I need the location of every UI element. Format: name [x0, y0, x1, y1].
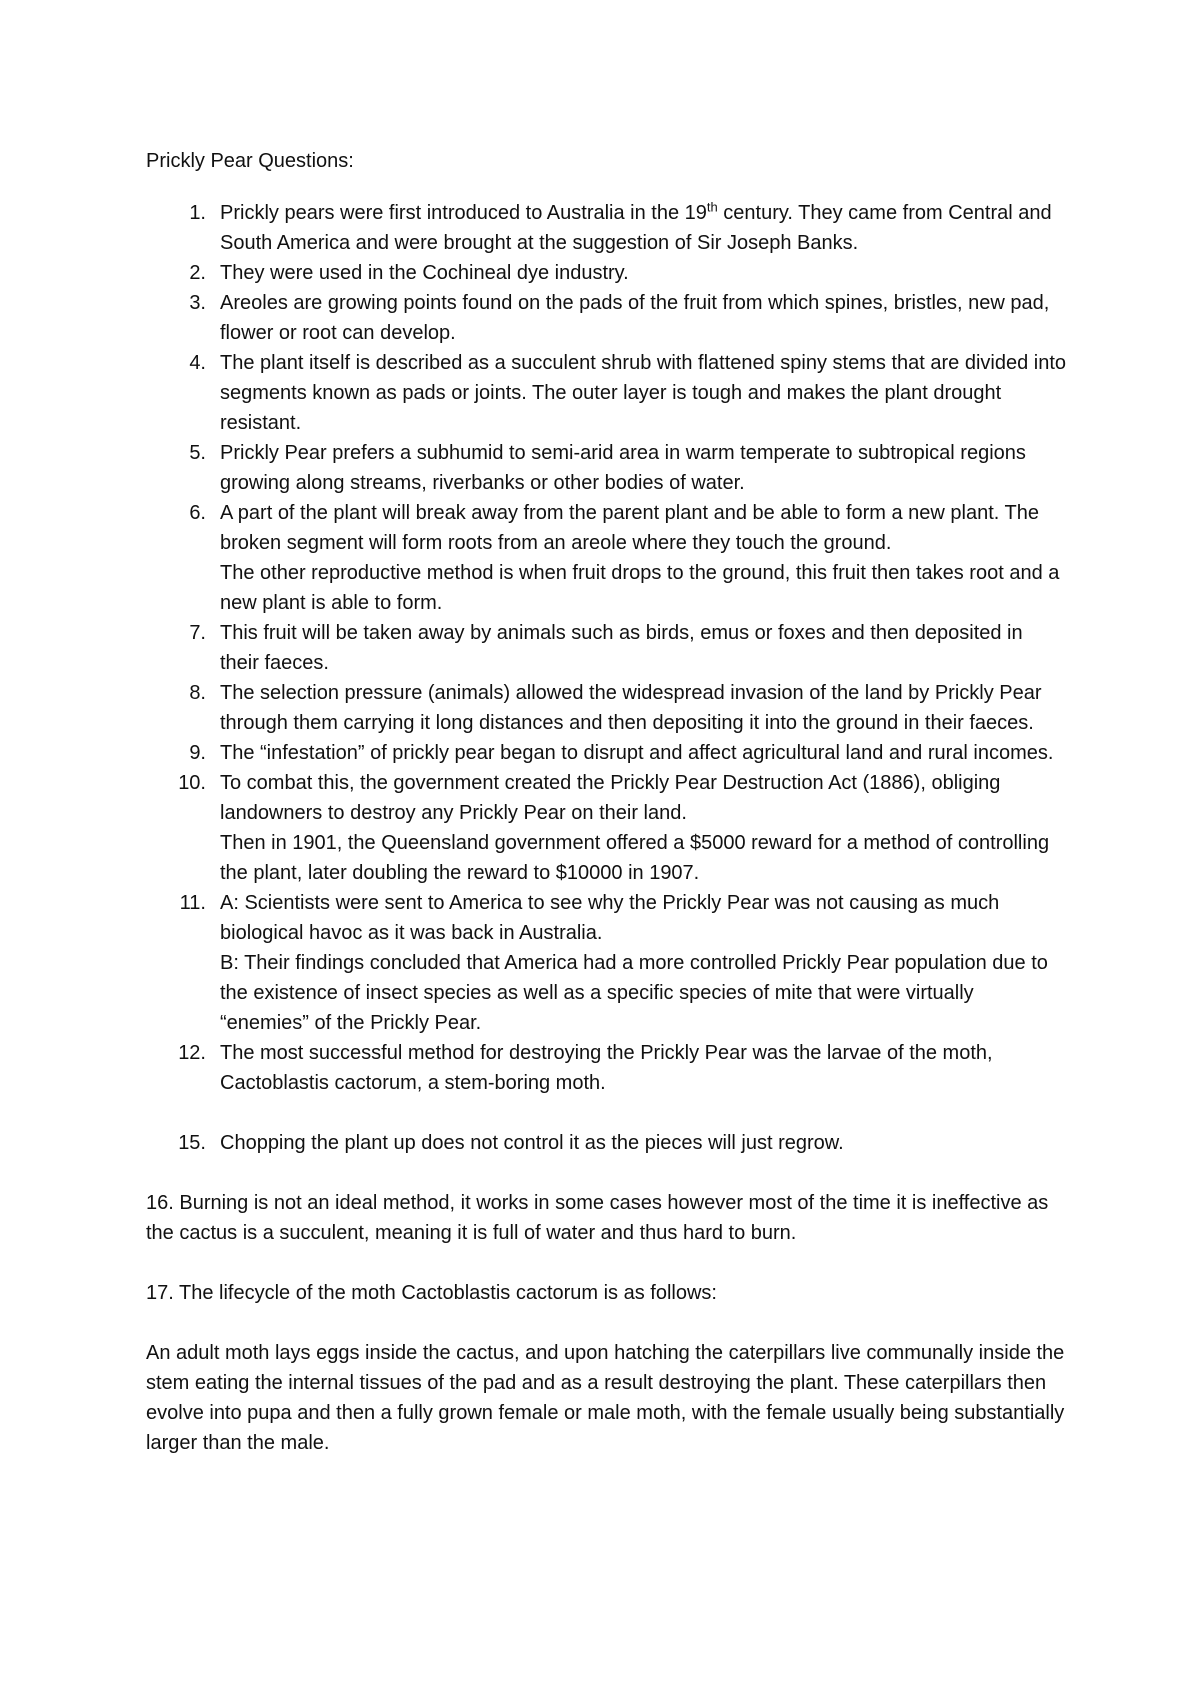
- item-text: This fruit will be taken away by animals such as birds, emus or foxes and then deposited in their faeces.: [220, 622, 1023, 674]
- item-number: 3.: [189, 292, 206, 314]
- list-item: [146, 768, 1066, 888]
- list-item: [146, 438, 1066, 498]
- item-text-continued: The other reproductive method is when fruit drops to the ground, this fruit then takes root and a new plant is able to form.: [220, 562, 1060, 614]
- item-number: 5.: [189, 442, 206, 464]
- item-number: 15.: [178, 1132, 206, 1154]
- paragraph-gap: [146, 1248, 1066, 1278]
- item-number: 4.: [189, 352, 206, 374]
- list-item: [146, 618, 1066, 678]
- paragraph-lifecycle: An adult moth lays eggs inside the cactus, and upon hatching the caterpillars live communally inside the stem eating the internal tissues of the pad and as a result destroying the plant. These caterpillars then evolve into pupa and then a fully grown female or male moth, with the female usually being substantially larger than the male.: [146, 1342, 1065, 1454]
- paragraph-gap: [146, 1158, 1066, 1188]
- item-number: 9.: [189, 742, 206, 764]
- item-text-part: century. They came from Central and South America and were brought at the suggestion of Sir Joseph Banks.: [220, 202, 1052, 254]
- item-text: They were used in the Cochineal dye industry.: [220, 262, 629, 284]
- list-item: [146, 198, 1066, 258]
- item-text-part: Prickly pears were first introduced to Australia in the 19: [220, 202, 707, 224]
- page-title: Prickly Pear Questions:: [146, 150, 354, 172]
- item-number: 12.: [178, 1042, 206, 1064]
- list-item: [146, 288, 1066, 348]
- item-text: Prickly Pear prefers a subhumid to semi-arid area in warm temperate to subtropical regions growing along streams, riverbanks or other bodies of water.: [220, 442, 1026, 494]
- list-item: [146, 1038, 1066, 1098]
- item-text-continued: Then in 1901, the Queensland government offered a $5000 reward for a method of controlling the plant, later doubling the reward to $10000 in 1907.: [220, 832, 1050, 884]
- item-text: To combat this, the government created the Prickly Pear Destruction Act (1886), obliging landowners to destroy any Prickly Pear on their land.: [220, 772, 1001, 824]
- item-text: The most successful method for destroying the Prickly Pear was the larvae of the moth, Cactoblastis cactorum, a stem-boring moth.: [220, 1042, 993, 1094]
- paragraph-gap: [146, 1308, 1066, 1338]
- item-text: Chopping the plant up does not control it as the pieces will just regrow.: [220, 1132, 844, 1154]
- list-item: [146, 678, 1066, 738]
- list-item: [146, 888, 1066, 1038]
- item-text: A: Scientists were sent to America to see why the Prickly Pear was not causing as much biological havoc as it was back in Australia.: [220, 892, 1000, 944]
- item-text: A part of the plant will break away from the parent plant and be able to form a new plant. The broken segment will form roots from an areole where they touch the ground.: [220, 502, 1040, 554]
- item-text: [220, 198, 1066, 258]
- superscript: th: [706, 199, 718, 215]
- item-number: 8.: [189, 682, 206, 704]
- document-body: [146, 146, 1066, 1458]
- item-text: The “infestation” of prickly pear began to disrupt and affect agricultural land and rural incomes.: [220, 742, 1054, 764]
- item-text: Areoles are growing points found on the pads of the fruit from which spines, bristles, new pad, flower or root can develop.: [220, 292, 1050, 344]
- question-list: [146, 198, 1066, 1158]
- paragraph-17: 17. The lifecycle of the moth Cactoblastis cactorum is as follows:: [146, 1282, 717, 1304]
- item-number: 1.: [189, 202, 206, 224]
- list-gap: [146, 1098, 1066, 1128]
- list-item: [146, 498, 1066, 618]
- item-text: The selection pressure (animals) allowed the widespread invasion of the land by Prickly Pear through them carrying it long distances and then depositing it into the ground in their faeces.: [220, 682, 1042, 734]
- item-text: The plant itself is described as a succulent shrub with flattened spiny stems that are divided into segments known as pads or joints. The outer layer is tough and makes the plant drought resistant.: [220, 352, 1067, 434]
- list-item: [146, 738, 1066, 768]
- item-number: 10.: [178, 772, 206, 794]
- list-item: [146, 348, 1066, 438]
- item-number: 11.: [179, 892, 206, 914]
- list-item: [146, 258, 1066, 288]
- paragraph-16: 16. Burning is not an ideal method, it works in some cases however most of the time it is ineffective as the cactus is a succulent, meaning it is full of water and thus hard to burn.: [146, 1192, 1049, 1244]
- item-number: 6.: [189, 502, 206, 524]
- item-number: 7.: [189, 622, 206, 644]
- item-number: 2.: [189, 262, 206, 284]
- list-item: [146, 1128, 1066, 1158]
- item-text-continued: B: Their findings concluded that America had a more controlled Prickly Pear population due to the existence of insect species as well as a specific species of mite that were virtually “enemies” of the Prickly Pear.: [220, 952, 1048, 1034]
